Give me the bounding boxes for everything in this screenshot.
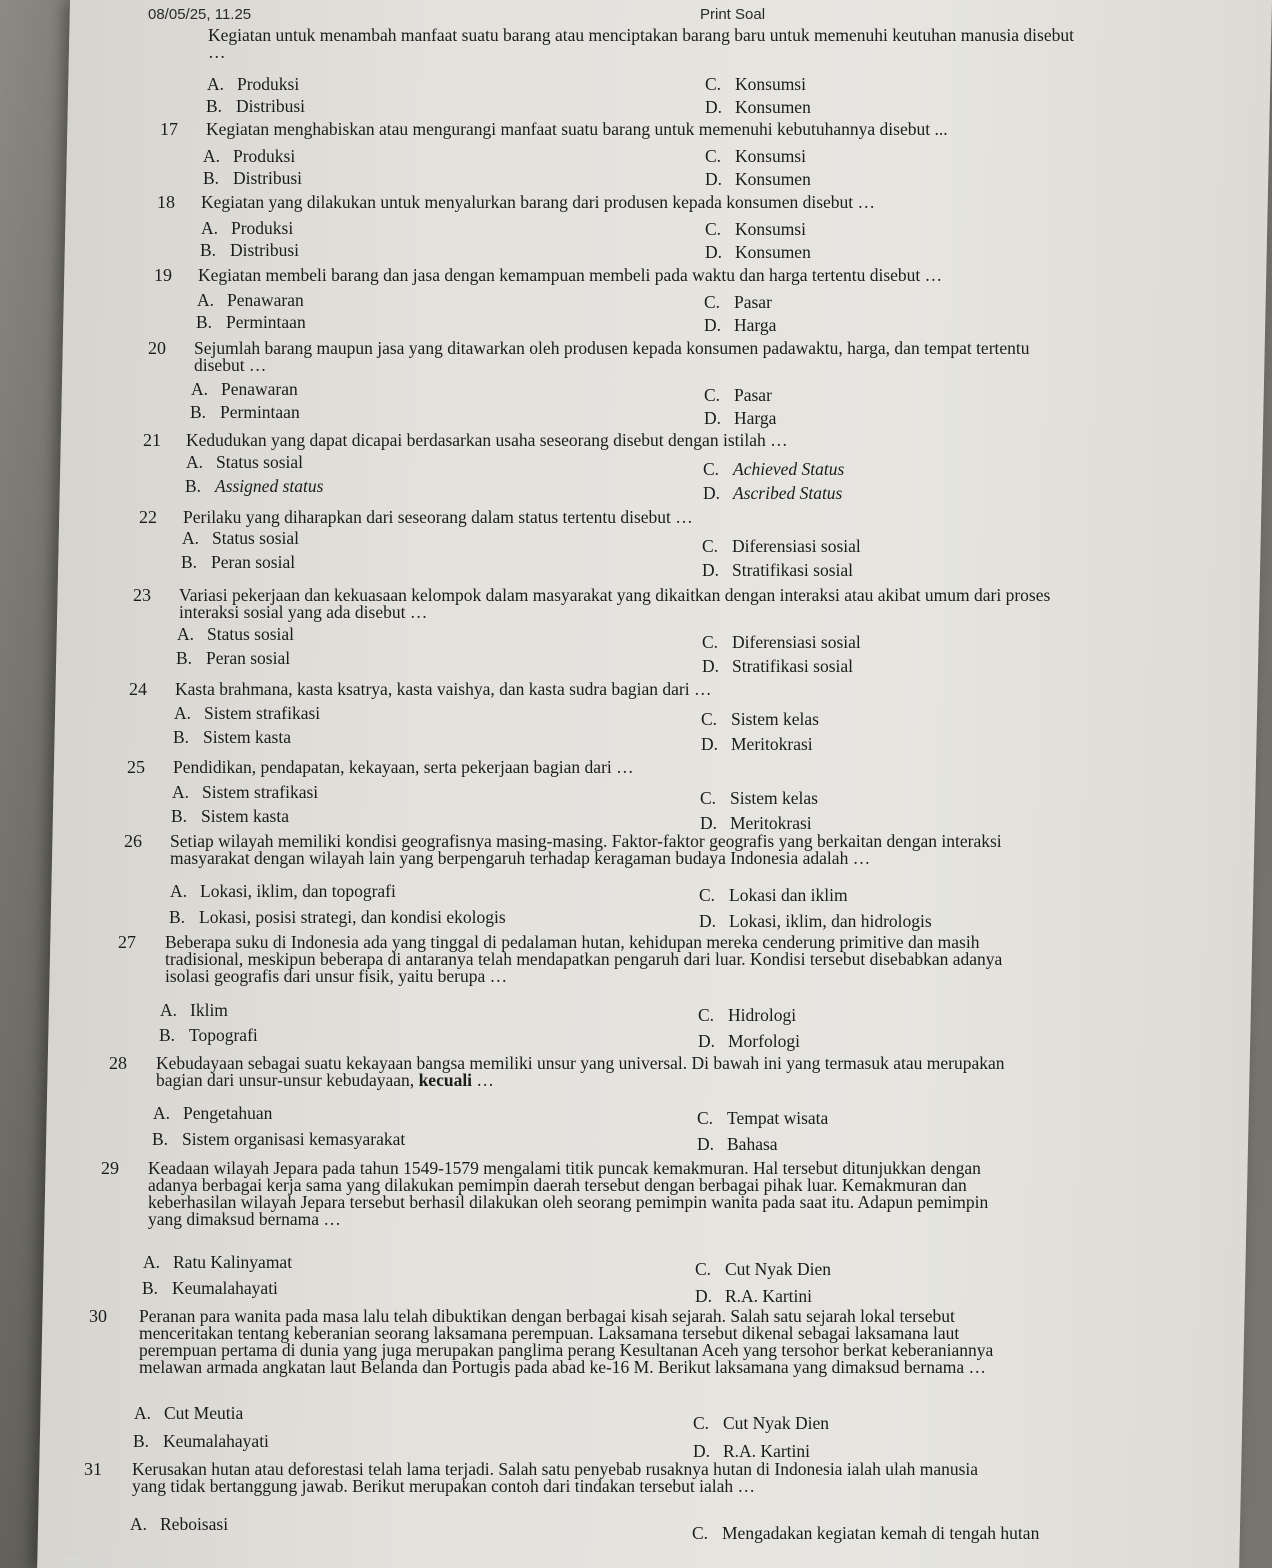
question-text-line: Pendidikan, pendapatan, kekayaan, serta pekerjaan bagian dari …	[173, 757, 634, 777]
option-d: D. R.A. Kartini	[693, 1441, 811, 1461]
question-text-line: yang dimaksud bernama …	[148, 1209, 341, 1229]
question-text-line: Perilaku yang diharapkan dari seseorang dalam status tertentu disebut …	[183, 507, 693, 527]
option-a: A. Cut Meutia	[134, 1403, 244, 1423]
footer-url: https://cbt.smpn1...	[60, 1553, 170, 1568]
option-b: B. Sistem organisasi kemasyarakat	[152, 1129, 406, 1149]
option-b: B. Topografi	[159, 1025, 258, 1045]
question-text-line: Kebudayaan sebagai suatu kekayaan bangsa memiliki unsur yang universal. Di bawah ini yang termasuk atau merupakan	[156, 1053, 1005, 1073]
print-title: Print Soal	[700, 6, 766, 23]
option-c: C. Tempat wisata	[697, 1108, 829, 1128]
question-text-line: interaksi sosial yang ada disebut …	[179, 602, 428, 622]
option-d: D. Ascribed Status	[703, 483, 843, 503]
option-b: B. Distribusi	[200, 240, 300, 260]
option-b: B. Lokasi, posisi strategi, dan kondisi ekologis	[169, 907, 506, 927]
question-text-line: Setiap wilayah memiliki kondisi geografisnya masing-masing. Faktor-faktor geografis yang berkaitan dengan interaksi	[170, 831, 1002, 851]
question-text-line: Kerusakan hutan atau deforestasi telah lama terjadi. Salah satu penyebab rusaknya hutan di Indonesia ialah ulah manusia	[132, 1459, 979, 1479]
option-a: A. Status sosial	[182, 528, 300, 548]
option-b: B. Permintaan	[196, 312, 306, 332]
option-d: D. Bahasa	[697, 1134, 778, 1154]
option-b: B. Peran sosial	[176, 648, 291, 668]
option-a: A. Ratu Kalinyamat	[143, 1252, 293, 1272]
option-c: C. Konsumsi	[705, 74, 806, 94]
question-number: 21	[143, 430, 161, 450]
option-c: C. Pasar	[704, 292, 772, 312]
question-number: 23	[133, 585, 151, 605]
question-number: 29	[101, 1158, 119, 1178]
question-number: 22	[139, 507, 157, 527]
option-a: A. Produksi	[207, 74, 300, 94]
option-d: D. Stratifikasi sosial	[702, 560, 854, 580]
question-number: 20	[148, 338, 166, 358]
option-c: C. Lokasi dan iklim	[699, 885, 848, 905]
question-text-line: Peranan para wanita pada masa lalu telah dibuktikan dengan berbagai kisah sejarah. Salah satu sejarah lokal tersebut	[139, 1306, 955, 1326]
option-c: C. Mengadakan kegiatan kemah di tengah hutan	[692, 1523, 1040, 1543]
option-c: C. Cut Nyak Dien	[695, 1259, 831, 1279]
option-c: C. Hidrologi	[698, 1005, 797, 1025]
option-c: C. Sistem kelas	[701, 709, 819, 729]
option-c: C. Diferensiasi sosial	[702, 632, 861, 652]
print-timestamp: 08/05/25, 11.25	[148, 6, 252, 23]
option-c: C. Konsumsi	[705, 219, 806, 239]
option-c: C. Pasar	[704, 385, 772, 405]
option-d: D. Harga	[704, 315, 777, 335]
question-text-line: Kegiatan membeli barang dan jasa dengan kemampuan membeli pada waktu dan harga tertentu disebut …	[198, 265, 943, 285]
option-d: D. Lokasi, iklim, dan hidrologis	[699, 911, 932, 931]
option-c: C. Achieved Status	[703, 459, 845, 479]
option-a: A. Status sosial	[177, 624, 295, 644]
option-c: C. Cut Nyak Dien	[693, 1413, 829, 1433]
question-text-line: perempuan pertama di dunia yang juga merupakan panglima perang Kesultanan Aceh yang tersohor berkat keberaniannya	[139, 1340, 994, 1360]
option-d: D. Konsumen	[705, 169, 811, 189]
question-number: 17	[160, 119, 178, 139]
option-b: B. Permintaan	[190, 402, 300, 422]
option-a: A. Status sosial	[186, 452, 304, 472]
question-number: 30	[89, 1306, 107, 1326]
option-d: D. Harga	[704, 408, 777, 428]
option-d: D. Stratifikasi sosial	[702, 656, 854, 676]
question-text-line: keberhasilan wilayah Jepara tersebut berhasil dilakukan oleh seorang pemimpin wanita pada saat itu. Adapun pemimpin	[148, 1192, 989, 1212]
question-text-line: Kegiatan untuk menambah manfaat suatu barang atau menciptakan barang baru untuk memenuhi keutuhan manusia disebut	[208, 25, 1074, 45]
option-b: B. Keumalahayati	[142, 1278, 278, 1298]
option-d: D. Morfologi	[698, 1031, 800, 1051]
option-b: B. Keumalahayati	[133, 1431, 269, 1451]
option-c: C. Diferensiasi sosial	[702, 536, 861, 556]
option-c: C. Konsumsi	[705, 146, 806, 166]
question-number: 26	[124, 831, 142, 851]
question-text-line: Kegiatan yang dilakukan untuk menyalurkan barang dari produsen kepada konsumen disebut …	[201, 192, 876, 212]
option-b: B. Distribusi	[203, 168, 303, 188]
option-a: A. Iklim	[160, 1000, 228, 1020]
question-text-line: Beberapa suku di Indonesia ada yang tinggal di pedalaman hutan, kehidupan mereka cenderung primitive dan masih	[165, 932, 980, 952]
option-a: A. Produksi	[203, 146, 296, 166]
option-a: A. Sistem strafikasi	[174, 703, 321, 723]
question-number: 18	[157, 192, 175, 212]
option-b: B. Assigned status	[185, 476, 324, 496]
option-b: B. Sistem kasta	[173, 727, 291, 747]
question-tail: …	[472, 1070, 494, 1090]
question-text-line: Variasi pekerjaan dan kekuasaan kelompok dalam masyarakat yang dikaitkan dengan interaksi atau akibat umum dari proses	[179, 585, 1051, 605]
question-number: 24	[129, 679, 147, 699]
question-text-line: menceritakan tentang keberanian seorang laksamana perempuan. Laksamana tersebut dikenal sebagai laksamana laut	[139, 1323, 960, 1343]
option-d: D. Konsumen	[705, 242, 811, 262]
option-a: A. Penawaran	[197, 290, 304, 310]
question-text-line: Kedudukan yang dapat dicapai berdasarkan usaha seseorang disebut dengan istilah …	[186, 430, 788, 450]
question-text-line: bagian dari unsur-unsur kebudayaan,	[156, 1070, 419, 1090]
option-a: A. Pengetahuan	[153, 1103, 273, 1123]
question-text-line: …	[208, 42, 226, 62]
question-text-line: melawan armada angkatan laut Belanda dan Portugis pada abad ke-16 M. Berikut laksamana yang dimaksud bernama …	[139, 1357, 987, 1377]
option-b: B. Distribusi	[206, 96, 306, 116]
question-text-line: Keadaan wilayah Jepara pada tahun 1549-1579 mengalami titik puncak kemakmuran. Hal tersebut ditunjukkan dengan	[148, 1158, 981, 1178]
question-number: 31	[84, 1459, 102, 1479]
option-d: D. Meritokrasi	[701, 734, 813, 754]
question-text-line: Sejumlah barang maupun jasa yang ditawarkan oleh produsen kepada konsumen padawaktu, harga, dan tempat tertentu	[194, 338, 1030, 358]
question-text-line: isolasi geografis dari unsur fisik, yaitu berupa …	[165, 966, 508, 986]
option-d: D. R.A. Kartini	[695, 1286, 813, 1306]
option-a: A. Reboisasi	[130, 1514, 229, 1534]
question-emphasis: kecuali	[418, 1070, 473, 1090]
option-b: B. Peran sosial	[181, 552, 296, 572]
option-a: A. Penawaran	[191, 379, 298, 399]
question-number: 19	[154, 265, 172, 285]
question-number: 27	[118, 932, 136, 952]
option-a: A. Produksi	[201, 218, 294, 238]
question-text-line: adanya berbagai kerja sama yang dilakukan pemimpin daerah tersebut dengan berbagai pihak luar. Kemakmuran dan	[148, 1175, 967, 1195]
question-text-line: yang tidak bertanggung jawab. Berikut merupakan contoh dari tindakan tersebut ialah …	[132, 1476, 756, 1496]
option-b: B. Sistem kasta	[171, 806, 289, 826]
question-text-line: disebut …	[194, 355, 267, 375]
question-text-line: Kegiatan menghabiskan atau mengurangi manfaat suatu barang untuk memenuhi kebutuhannya disebut ...	[206, 119, 948, 139]
option-d: D. Meritokrasi	[700, 813, 812, 833]
question-text-line: Kasta brahmana, kasta ksatrya, kasta vaishya, dan kasta sudra bagian dari …	[175, 679, 712, 699]
option-c: C. Sistem kelas	[700, 788, 818, 808]
question-text-line: tradisional, meskipun beberapa di antaranya telah mendapatkan pengaruh dari luar. Kondisi tersebut disebabkan adanya	[165, 949, 1003, 969]
question-number: 28	[109, 1053, 127, 1073]
option-a: A. Lokasi, iklim, dan topografi	[170, 881, 396, 901]
option-d: D. Konsumen	[705, 97, 811, 117]
option-a: A. Sistem strafikasi	[172, 782, 319, 802]
question-text-line: masyarakat dengan wilayah lain yang berpengaruh terhadap keragaman budaya Indonesia adalah …	[170, 848, 871, 868]
question-number: 25	[127, 757, 145, 777]
